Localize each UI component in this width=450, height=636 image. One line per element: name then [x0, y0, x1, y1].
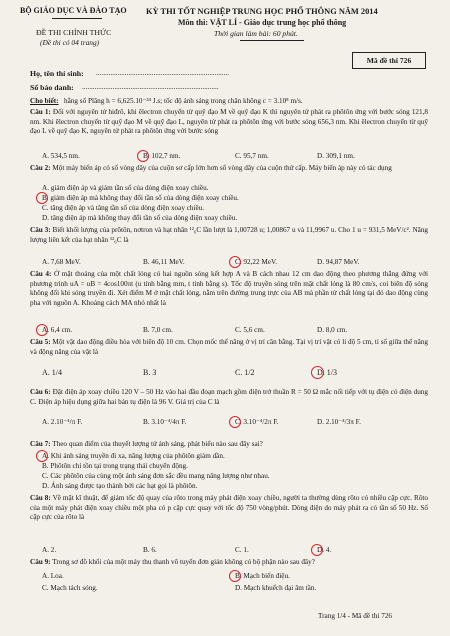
question-number: Câu 1: [30, 108, 51, 116]
q3-option-b: B. 46,11 MeV. [143, 258, 185, 266]
question-3 [30, 226, 428, 245]
q8-option-c: C. 1. [235, 546, 249, 554]
q6-option-a: A. 2.10⁻⁴/π F. [42, 418, 83, 426]
official-label: ĐỀ THI CHÍNH THỨC [36, 28, 112, 37]
q3-option-d: D. 94,87 MeV. [317, 258, 360, 266]
page-footer: Trang 1/4 - Mã đề thi 726 [318, 612, 393, 620]
answer-mark-circle [229, 416, 241, 428]
q9-option-c: C. Mạch tách sóng. [42, 584, 98, 592]
q4-option-a: A. 6,4 cm. [42, 326, 73, 334]
question-6 [30, 388, 428, 407]
exam-title: KỲ THI TỐT NGHIỆP TRUNG HỌC PHỔ THÔNG NĂM 2014 [146, 7, 378, 16]
question-number: Câu 8: [30, 494, 51, 502]
q7-option-c: C. Các phôtôn của cùng một ánh sáng đơn sắc đều mang năng lượng như nhau. [42, 472, 270, 480]
q9-option-d: D. Mạch khuếch đại âm tần. [235, 584, 317, 592]
header-underline [52, 18, 102, 19]
q2-option-c: C. tăng điện áp và tăng tần số của dòng điện xoay chiều. [42, 204, 205, 212]
q8-option-d: D. 4. [317, 546, 332, 554]
q5-option-c: C. 1/2 [235, 368, 255, 377]
question-number: Câu 5: [30, 338, 51, 346]
q2-option-d: D. tăng điện áp mà không thay đổi tần số của dòng điện xoay chiều. [42, 214, 238, 222]
duration-line: Thời gian làm bài: 60 phút. [214, 29, 298, 38]
q4-option-b: B. 7,0 cm. [143, 326, 173, 334]
q8-option-a: A. 2. [42, 546, 57, 554]
question-text: Một vật dao động điều hòa với biên độ 10 cm. Chọn mốc thế năng ở vị trí cân bằng. Tại vị trí vật có li độ 5 cm, tỉ số giữa thế năng và động năng của vật là [30, 338, 428, 356]
question-text: Đối với nguyên tử hiđrô, khi êlectron chuyển từ quỹ đạo M về quỹ đạo K thì nguyên tử phát ra phôtôn ứng với bước sóng 121,8 nm. Khi êlectron chuyển từ quỹ đạo M về quỹ đạo L, nguyên tử phát ra phôtôn ứng với bước sóng 656,3 nm. Khi êlectron chuyển từ quỹ đạo L về quỹ đạo K, nguyên tử phát ra phôtôn ứng với bước sóng [30, 108, 428, 135]
q5-option-d: D. 1/3 [317, 368, 337, 377]
question-text: Trong sơ đồ khối của một máy thu thanh vô tuyến đơn giản không có bộ phận nào sau đây? [52, 558, 315, 566]
q5-option-a: A. 1/4 [42, 368, 62, 377]
q2-option-a: A. giảm điện áp và giảm tần số của dòng điện xoay chiều. [42, 184, 209, 192]
intro-text: hằng số Plăng h = 6,625.10⁻³⁴ J.s; tốc độ ánh sáng trong chân không c = 3.10⁸ m/s. [64, 97, 303, 105]
question-7 [30, 440, 428, 450]
question-number: Câu 6: [30, 388, 51, 396]
q7-option-d: D. Ánh sáng được tạo thành bởi các hạt gọi là phôtôn. [42, 482, 198, 490]
question-text: Về mặt kĩ thuật, để giảm tốc độ quay của rôto trong máy phát điện xoay chiều, người ta thường dùng rôto có nhiều cặp cực. Rôto của một máy phát điện xoay chiều một pha có p cặp cực quay với tốc độ 750 vòng/phút. Dòng điện do máy phát ra có tần số 50 Hz. Số cặp cực của rôto là [30, 494, 428, 521]
answer-mark-circle [137, 150, 149, 162]
q8-option-b: B. 6. [143, 546, 157, 554]
intro-label: Cho biết: [30, 97, 59, 105]
name-label: Họ, tên thí sinh: [30, 69, 84, 78]
name-dots: .......................................................................... [96, 69, 229, 77]
question-8 [30, 494, 428, 523]
question-number: Câu 9: [30, 558, 51, 566]
question-text: Biết khối lượng của prôtôn, nơtron và hạt nhân ¹²₆C lần lượt là 1,00728 u; 1,00867 u và 11,9967 u. Cho 1 u = 931,5 MeV/c². Năng lượng liên kết của hạt nhân ¹²₆C là [30, 226, 429, 244]
question-5 [30, 338, 428, 357]
subject-line: Môn thi: VẬT LÍ - Giáo dục trung học phổ thông [178, 18, 347, 27]
answer-mark-circle [311, 366, 324, 379]
question-text: Đặt điện áp xoay chiều 120 V – 50 Hz vào hai đầu đoạn mạch gồm điện trở thuần R = 50 Ω mắc nối tiếp với tụ điện có điện dung C. Điện áp hiệu dụng giữa hai bản tụ điện là 96 V. Giá trị của C là [30, 388, 428, 406]
q7-option-b: B. Phôtôn chỉ tồn tại trong trạng thái chuyển động. [42, 462, 188, 470]
ministry-name: BỘ GIÁO DỤC VÀ ĐÀO TẠO [20, 6, 127, 15]
question-9 [30, 558, 428, 568]
question-number: Câu 2: [30, 164, 51, 172]
q6-option-b: B. 3.10⁻⁴/4π F. [143, 418, 187, 426]
question-1 [30, 108, 428, 137]
q1-option-d: D. 309,1 nm. [317, 152, 355, 160]
q2-option-b: B. giảm điện áp mà không thay đổi tần số của dòng điện xoay chiều. [42, 194, 239, 202]
q4-option-d: D. 8,0 cm. [317, 326, 348, 334]
q9-option-b: B. Mạch biến điệu. [235, 572, 290, 580]
q3-option-a: A. 7,68 MeV. [42, 258, 81, 266]
pages-note: (Đề thi có 04 trang) [40, 38, 100, 47]
question-text: Ở mặt thoáng của một chất lỏng có hai nguồn sóng kết hợp A và B cách nhau 12 cm dao động theo phương thẳng đứng với phương trình uA = uB = 4cos100πt (u tính bằng mm, t tính bằng s). Tốc độ truyền sóng trên mặt chất lỏng là 80 cm/s, coi biên độ sóng không đổi khi sóng truyền đi. Xét điểm M ở mặt chất lỏng, nằm trên đường trung trực của AB mà phần tử chất lỏng tại đó dao động cùng pha với nguồn A. Khoảng cách MA nhỏ nhất là [30, 270, 428, 307]
question-text: Một máy biến áp có số vòng dây của cuộn sơ cấp lớn hơn số vòng dây của cuộn thứ cấp. Máy biến áp này có tác dụng [52, 164, 392, 172]
question-number: Câu 7: [30, 440, 51, 448]
q7-option-a: A. Khi ánh sáng truyền đi xa, năng lượng của phôtôn giảm dần. [42, 452, 225, 460]
answer-mark-circle [229, 256, 241, 268]
q6-option-c: C. 3.10⁻⁴/2π F. [235, 418, 279, 426]
answer-mark-circle [36, 324, 48, 336]
q4-option-c: C. 5,6 cm. [235, 326, 265, 334]
q6-option-d: D. 2.10⁻⁴/3π F. [317, 418, 361, 426]
question-number: Câu 4: [30, 270, 52, 278]
answer-mark-circle [36, 192, 48, 204]
subject-underline [240, 40, 304, 41]
q1-option-c: C. 95,7 nm. [235, 152, 269, 160]
q5-option-b: B. 3 [143, 368, 157, 377]
q9-option-a: A. Loa. [42, 572, 64, 580]
answer-mark-circle [36, 450, 48, 462]
answer-mark-circle [229, 570, 241, 582]
question-text: Theo quan điểm của thuyết lượng tử ánh sáng, phát biểu nào sau đây sai? [52, 440, 263, 448]
question-4 [30, 270, 428, 308]
id-dots: ............................................................................ [82, 83, 219, 91]
question-2 [30, 164, 428, 174]
exam-code: Mã đề thi 726 [366, 56, 412, 65]
q1-option-a: A. 534,5 nm. [42, 152, 80, 160]
question-number: Câu 3: [30, 226, 51, 234]
id-label: Số báo danh: [30, 83, 74, 92]
q3-option-c: C. 92,22 MeV. [235, 258, 277, 266]
answer-mark-circle [311, 544, 323, 556]
q1-option-b: B. 102,7 nm. [143, 152, 181, 160]
